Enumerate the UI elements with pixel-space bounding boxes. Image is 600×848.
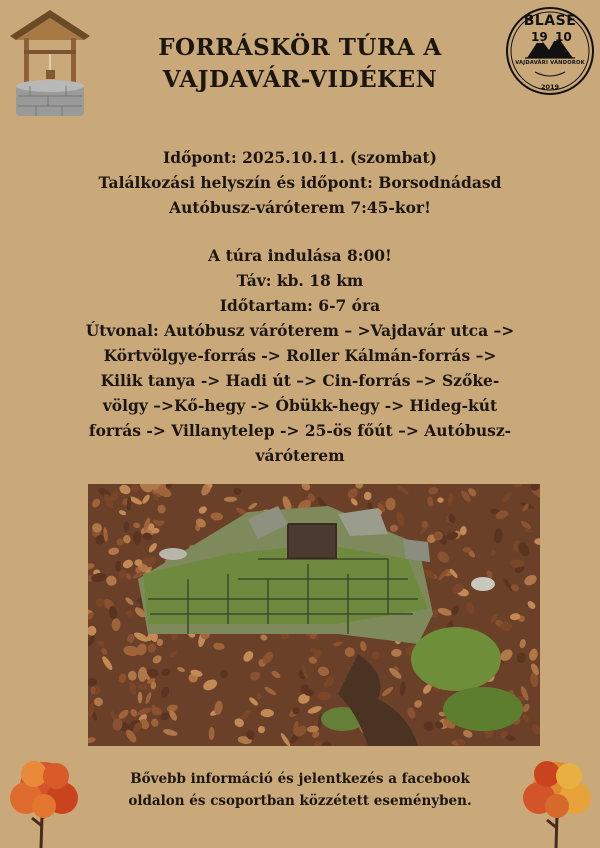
badge-year-a: 19 [531, 30, 548, 44]
title-line-1: FORRÁSKÖR TÚRA A [158, 34, 442, 61]
start-line: A túra indulása 8:00! [208, 246, 392, 265]
meeting-info [40, 145, 560, 220]
club-badge [505, 6, 595, 96]
route-line: Körtvölgye-forrás -> Roller Kálmán-forrás –> [103, 346, 497, 365]
badge-year-b: 10 [555, 30, 572, 44]
well-icon [8, 6, 92, 118]
page-title [130, 32, 470, 96]
footer-line-2: oldalon és csoportban közzétett eseményben. [128, 793, 472, 809]
date-line: Időpont: 2025.10.11. (szombat) [163, 148, 437, 167]
spring-photo [88, 484, 540, 746]
autumn-tree-icon [4, 756, 84, 848]
route-line: Útvonal: Autóbusz váróterem – >Vajdavár utca –> [85, 321, 515, 340]
route-line: forrás -> Villanytelep -> 25-ös főút –> Autóbusz- [88, 421, 512, 440]
badge-founded-year: 2019 [540, 83, 560, 91]
distance-line: Táv: kb. 18 km [236, 271, 364, 290]
meeting-line-1: Találkozási helyszín és időpont: Borsodnádasd [98, 173, 502, 192]
title-line-2: VAJDAVÁR-VIDÉKEN [162, 66, 438, 93]
route-line: Kilik tanya -> Hadi út –> Cin-forrás –> Szőke- [100, 371, 500, 390]
autumn-tree-icon [515, 756, 597, 848]
route-line: völgy –>Kő-hegy -> Óbükk-hegy -> Hideg-kút [102, 396, 498, 415]
tour-info [40, 243, 560, 468]
duration-line: Időtartam: 6-7 óra [219, 296, 381, 315]
badge-name: BLASE [523, 13, 577, 29]
meeting-line-2: Autóbusz-váróterem 7:45-kor! [169, 198, 431, 217]
route-line: váróterem [255, 446, 345, 465]
footer-line-1: Bővebb információ és jelentkezés a facebook [130, 771, 470, 787]
footer-note [100, 768, 500, 812]
badge-club-name: VAJDAVÁRI VÁNDOROK [515, 60, 585, 66]
